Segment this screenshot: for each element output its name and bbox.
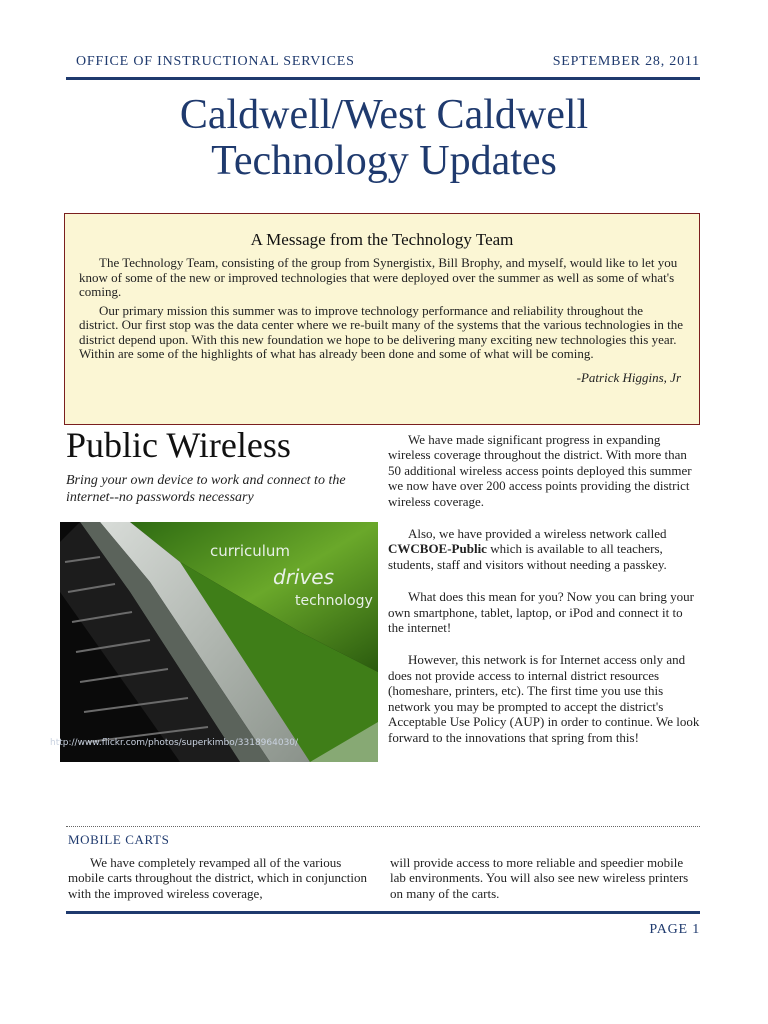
header-office: OFFICE OF INSTRUCTIONAL SERVICES	[76, 54, 355, 69]
image-credit-link[interactable]: http://www.flickr.com/photos/superkimbo/3318964030/	[50, 738, 299, 748]
message-heading: A Message from the Technology Team	[250, 230, 514, 249]
mobile-carts-text-left: We have completely revamped all of the various mobile carts throughout the district, which in conjunction with the improved wireless coverage,	[68, 855, 367, 901]
message-paragraph-2: Our primary mission this summer was to improve technology performance and reliability throughout the district. Our first stop was the data center where we re-built many of the systems that the various technologies in the district depend upon. With this new foundation we hope to be delivering many exciting new technologies this year. Within are some of the highlights of what has already been done and some of what will be coming.	[79, 302, 683, 361]
public-wireless-body	[388, 432, 700, 762]
wireless-p2-after: which is available to all teachers, students, staff and visitors without needing a passkey.	[388, 541, 667, 572]
footer-rule	[66, 911, 700, 914]
header-date: SEPTEMBER 28, 2011	[552, 54, 700, 69]
wireless-paragraph-4: However, this network is for Internet access only and does not provide access to internal district resources (homeshare, printers, etc). The first time you use this network you may be prompted to accept the district's Acceptable Use Policy (AUP) in order to continue. We look forward to the innovations that spring from this!	[388, 652, 700, 745]
title-line-2: Technology Updates	[211, 138, 557, 184]
image-text-technology: technology	[295, 593, 373, 609]
title-line-1: Caldwell/West Caldwell	[179, 92, 589, 138]
image-text-drives: drives	[273, 565, 335, 589]
page-number: PAGE 1	[649, 922, 700, 937]
message-box	[64, 213, 700, 425]
wireless-paragraph-1: We have made significant progress in expanding wireless coverage throughout the district. With more than 50 additional wireless access points deployed this summer we now have over 200 access points providing the district wireless coverage.	[388, 432, 692, 509]
wireless-paragraph-3: What does this mean for you? Now you can bring your own smartphone, tablet, laptop, or iPod and connect it to the internet!	[388, 589, 694, 636]
image-text-curriculum: curriculum	[210, 542, 291, 560]
message-signature: -Patrick Higgins, Jr	[576, 369, 681, 385]
message-paragraph-1: The Technology Team, consisting of the group from Synergistix, Bill Brophy, and myself, would like to let you know of some of the new or improved technologies that were deployed over the summer as well as some of what's coming.	[79, 255, 678, 299]
wireless-paragraph-2	[388, 526, 700, 572]
wireless-p2-before: Also, we have provided a wireless network called	[408, 526, 667, 542]
mobile-carts-text-right: will provide access to more reliable and speedier mobile lab environments. You will also see new wireless printers on many of the carts.	[390, 855, 689, 901]
newsletter-title	[66, 92, 702, 184]
network-name: CWCBOE-Public	[388, 541, 487, 557]
public-wireless-subheading: Bring your own device to work and connect to the internet--no passwords necessary	[66, 473, 346, 505]
public-wireless-heading: Public Wireless	[66, 425, 291, 465]
escalator-photo	[60, 522, 378, 762]
section-divider	[66, 826, 700, 827]
header-rule	[66, 77, 700, 80]
mobile-carts-heading: MOBILE CARTS	[68, 832, 170, 847]
